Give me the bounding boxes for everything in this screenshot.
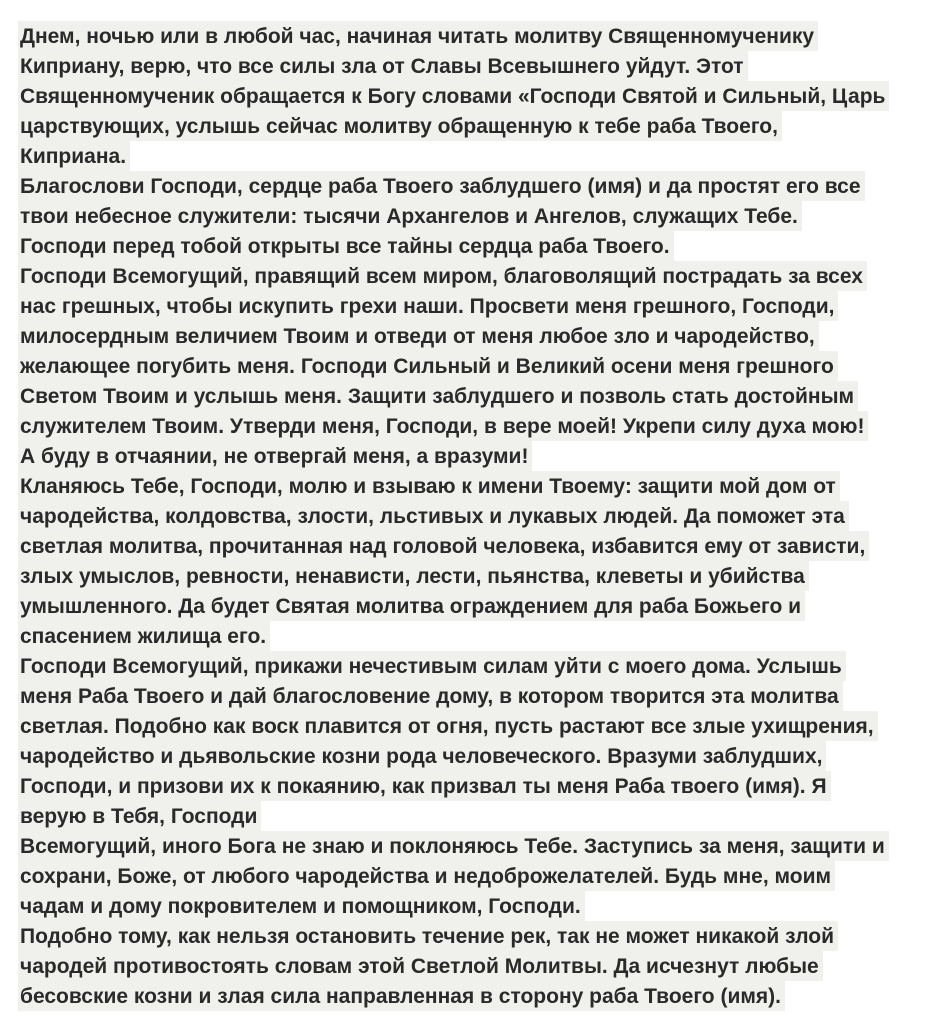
text-line-content: меня Раба Твоего и дай благословение дому, в котором творится эта молитва	[18, 681, 843, 711]
text-line	[18, 471, 923, 501]
text-line	[18, 621, 923, 651]
text-line	[18, 201, 923, 231]
text-line	[18, 51, 923, 81]
text-line-content: служителем Твоим. Утверди меня, Господи, в вере моей! Укрепи силу духа мою!	[18, 411, 868, 441]
text-line-content: светлая. Подобно как воск плавится от огня, пусть растают все злые ухищрения,	[18, 711, 878, 741]
text-line-content: милосердным величием Твоим и отведи от меня любое зло и чародейство,	[18, 321, 819, 351]
text-line-content: А буду в отчаянии, не отвергай меня, а вразуми!	[18, 441, 532, 471]
text-line-content: чародей противостоять словам этой Светлой Молитвы. Да исчезнут любые	[18, 951, 823, 981]
text-line-content: Господи перед тобой открыты все тайны сердца раба Твоего.	[18, 231, 674, 261]
text-line	[18, 351, 923, 381]
text-line-content: Благослови Господи, сердце раба Твоего заблудшего (имя) и да простят его все	[18, 171, 865, 201]
text-line-content: чадам и дому покровителем и помощником, Господи.	[18, 891, 585, 921]
text-line	[18, 561, 923, 591]
text-line	[18, 381, 923, 411]
text-line-content: Господи, и призови их к покаянию, как призвал ты меня Раба твоего (имя). Я	[18, 771, 831, 801]
text-line-content: злых умыслов, ревности, ненависти, лести, пьянства, клеветы и убийства	[18, 561, 809, 591]
text-line-content: Светом Твоим и услышь меня. Защити заблудшего и позволь стать достойным	[18, 381, 858, 411]
text-line-content: светлая молитва, прочитанная над головой человека, избавится ему от зависти,	[18, 531, 869, 561]
text-line	[18, 111, 923, 141]
text-line-content: Днем, ночью или в любой час, начиная читать молитву Священномученику	[18, 21, 818, 51]
text-line-content: чародейство и дьявольские козни рода человеческого. Вразуми заблудших,	[18, 741, 826, 771]
text-line	[18, 141, 923, 171]
text-line	[18, 681, 923, 711]
text-line-content: Священномученик обращается к Богу словами «Господи Святой и Сильный, Царь	[18, 81, 889, 111]
text-line-content: Киприану, верю, что все силы зла от Славы Всевышнего уйдут. Этот	[18, 51, 748, 81]
text-line-content: нас грешных, чтобы искупить грехи наши. Просвети меня грешного, Господи,	[18, 291, 838, 321]
text-line	[18, 81, 923, 111]
text-line-content: сохрани, Боже, от любого чародейства и недоброжелателей. Будь мне, моим	[18, 861, 835, 891]
text-line	[18, 21, 923, 51]
text-line-content: умышленного. Да будет Святая молитва ограждением для раба Божьего и	[18, 591, 805, 621]
text-line-content: спасением жилища его.	[18, 621, 270, 651]
text-line	[18, 501, 923, 531]
text-line	[18, 771, 923, 801]
text-line	[18, 861, 923, 891]
text-line	[18, 711, 923, 741]
text-line-content: верую в Тебя, Господи	[18, 801, 261, 831]
text-line	[18, 981, 923, 1011]
text-line-content: царствующих, услышь сейчас молитву обращенную к тебе раба Твоего,	[18, 111, 782, 141]
text-line	[18, 171, 923, 201]
text-line	[18, 531, 923, 561]
text-line	[18, 891, 923, 921]
text-line-content: Кланяюсь Тебе, Господи, молю и взываю к имени Твоему: защити мой дом от	[18, 471, 840, 501]
text-line	[18, 411, 923, 441]
text-line	[18, 261, 923, 291]
text-line-content: бесовские козни и злая сила направленная в сторону раба Твоего (имя).	[18, 981, 785, 1011]
text-line	[18, 291, 923, 321]
text-line-content: чародейства, колдовства, злости, льстивых и лукавых людей. Да поможет эта	[18, 501, 849, 531]
text-line-content: Господи Всемогущий, правящий всем миром, благоволящий пострадать за всех	[18, 261, 867, 291]
text-line	[18, 741, 923, 771]
text-line-content: Подобно тому, как нельзя остановить течение рек, так не может никакой злой	[18, 921, 838, 951]
text-line-content: Всемогущий, иного Бога не знаю и поклоняюсь Тебе. Заступись за меня, защити и	[18, 831, 889, 861]
text-line	[18, 321, 923, 351]
text-line	[18, 231, 923, 261]
text-line-content: желающее погубить меня. Господи Сильный и Великий осени меня грешного	[18, 351, 838, 381]
text-line-content: Господи Всемогущий, прикажи нечестивым силам уйти с моего дома. Услышь	[18, 651, 846, 681]
text-line	[18, 831, 923, 861]
text-line	[18, 591, 923, 621]
text-line-content: твои небесное служители: тысячи Архангелов и Ангелов, служащих Тебе.	[18, 201, 802, 231]
text-line	[18, 921, 923, 951]
prayer-text	[18, 21, 923, 1011]
text-line	[18, 951, 923, 981]
text-line	[18, 651, 923, 681]
text-line	[18, 801, 923, 831]
text-line	[18, 441, 923, 471]
text-line-content: Киприана.	[18, 141, 130, 171]
